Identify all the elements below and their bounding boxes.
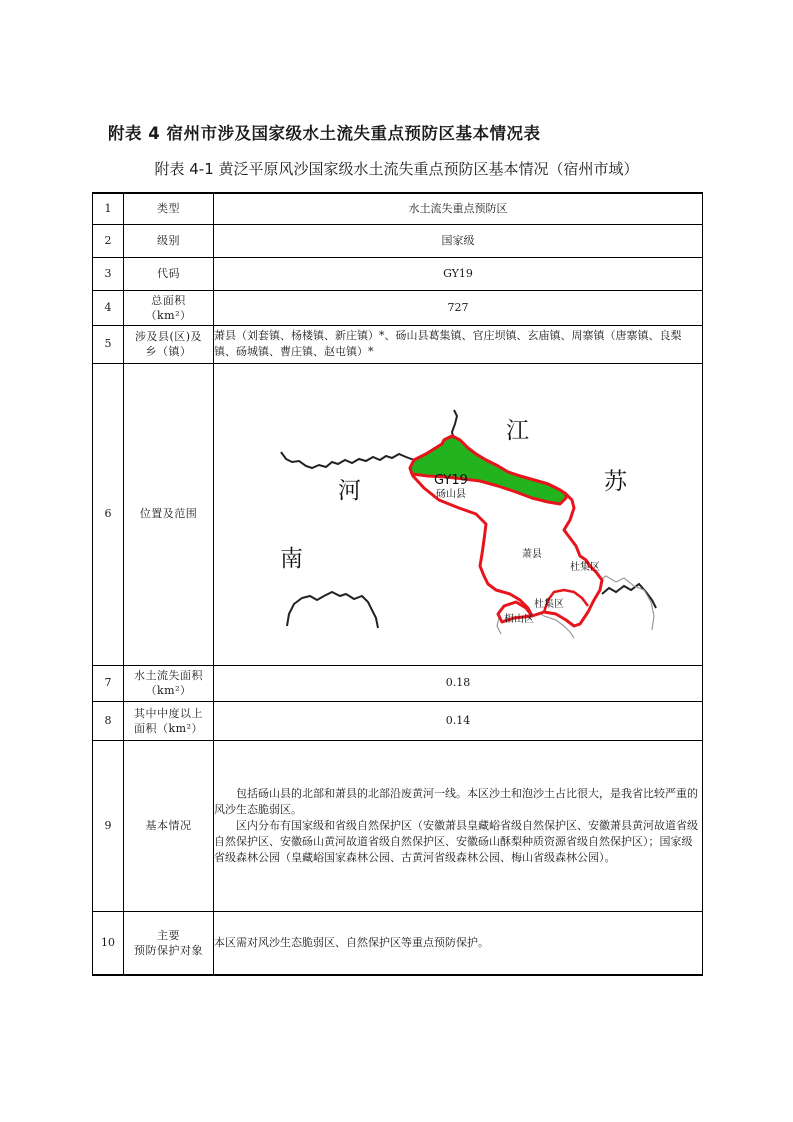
basic-info-paragraph: 区内分布有国家级和省级自然保护区（安徽萧县皇藏峪省级自然保护区、安徽萧县黄河故道省级自然保护区、安徽砀山黄河故道省级自然保护区、安徽砀山酥梨种质资源省级自然保护区）；国家级省级森林公园（皇藏峪国家森林公园、古黄河省级森林公园、梅山省级森林公园）。 — [214, 818, 698, 864]
label-line: 涉及县(区)及 — [134, 330, 203, 343]
table-subtitle: 附表 4-1 黄泛平原风沙国家级水土流失重点预防区基本情况（宿州市域） — [154, 160, 639, 178]
row-value-area: 727 — [214, 290, 703, 325]
map-label-he: 河 — [338, 477, 361, 504]
table-row — [93, 224, 703, 257]
label-line: 乡（镇） — [145, 345, 192, 358]
row-value-moderate-area: 0.14 — [214, 701, 703, 740]
row-value-type: 水土流失重点预防区 — [214, 193, 703, 224]
row-number: 2 — [93, 224, 124, 257]
label-line: 预防保护对象 — [134, 943, 203, 957]
map-label-jiang: 江 — [506, 417, 529, 444]
location-map-cell — [214, 363, 703, 665]
label-line: 其中中度以上 — [134, 706, 203, 720]
basic-info-paragraph: 包括砀山县的北部和萧县的北部沿废黄河一线。本区沙土和泡沙土占比很大，是我省比较严重的风沙生态脆弱区。 — [214, 786, 698, 816]
label-line: 主要 — [157, 928, 180, 942]
row-label-moderate-area — [124, 701, 214, 740]
row-label-area — [124, 290, 214, 325]
table-row — [93, 257, 703, 290]
row-value-protection-target: 本区需对风沙生态脆弱区、自然保护区等重点预防保护。 — [214, 911, 703, 975]
row-value-code: GY19 — [214, 257, 703, 290]
row-label-basic-info: 基本情况 — [124, 740, 214, 911]
table-row — [93, 363, 703, 665]
label-line: 水土流失面积 — [134, 669, 203, 682]
table-row — [93, 193, 703, 224]
row-value-level: 国家级 — [214, 224, 703, 257]
table-row — [93, 701, 703, 740]
row-value-towns: 萧县（刘套镇、杨楼镇、新庄镇）*、砀山县葛集镇、官庄坝镇、玄庙镇、周寨镇（唐寨镇、良梨镇、砀城镇、曹庄镇、赵屯镇）* — [214, 325, 703, 363]
info-table — [92, 192, 703, 976]
row-number: 1 — [93, 193, 124, 224]
row-label-towns — [124, 325, 214, 363]
map-label-su: 苏 — [604, 468, 627, 495]
row-value-basic-info — [214, 740, 703, 911]
map-label-dangshan: 砀山县 — [436, 488, 466, 500]
table-row — [93, 325, 703, 363]
row-label-erosion-area — [124, 665, 214, 701]
province-boundary-southwest — [287, 592, 378, 628]
row-label-type: 类型 — [124, 193, 214, 224]
row-number: 6 — [93, 363, 124, 665]
row-label-location: 位置及范围 — [124, 363, 214, 665]
row-number: 8 — [93, 701, 124, 740]
location-map — [214, 364, 703, 665]
row-label-level: 级别 — [124, 224, 214, 257]
row-number: 3 — [93, 257, 124, 290]
map-label-xiaoxian: 萧县 — [522, 548, 542, 560]
label-line: 总面积 — [151, 293, 186, 307]
table-row — [93, 911, 703, 975]
row-value-erosion-area: 0.18 — [214, 665, 703, 701]
map-label-xiangshan: 相山区 — [504, 613, 534, 625]
map-label-duji-2: 杜集区 — [534, 598, 564, 610]
row-number: 9 — [93, 740, 124, 911]
table-row — [93, 665, 703, 701]
row-number: 5 — [93, 325, 124, 363]
row-number: 4 — [93, 290, 124, 325]
row-label-protection-target — [124, 911, 214, 975]
row-label-code: 代码 — [124, 257, 214, 290]
page-title: 附表 4 宿州市涉及国家级水土流失重点预防区基本情况表 — [108, 124, 541, 143]
map-label-gy19: GY19 — [434, 472, 468, 488]
label-line: （km²） — [145, 684, 192, 697]
map-label-duji: 杜集区 — [570, 561, 600, 573]
label-line: （km²） — [145, 308, 192, 322]
table-row — [93, 290, 703, 325]
label-line: 面积（km²） — [133, 721, 203, 735]
map-label-nan: 南 — [280, 545, 303, 572]
row-number: 7 — [93, 665, 124, 701]
table-row — [93, 740, 703, 911]
row-number: 10 — [93, 911, 124, 975]
